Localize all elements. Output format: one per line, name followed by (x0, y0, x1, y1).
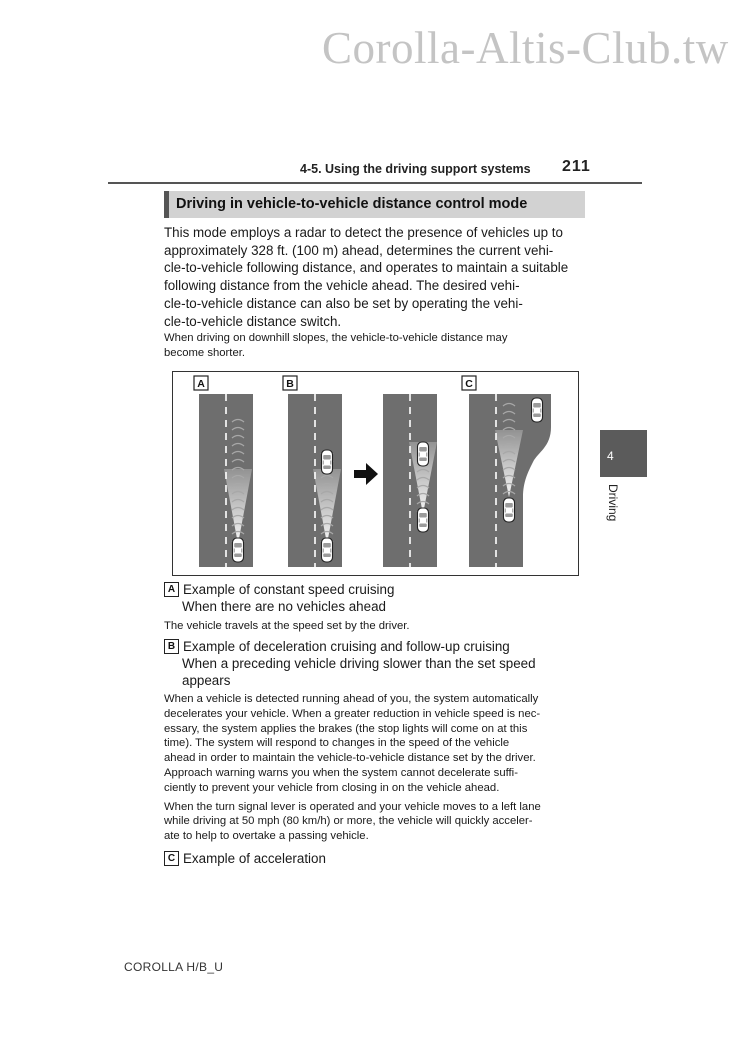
label-b-text: B (286, 378, 294, 390)
item-b-title: Example of deceleration cruising and follow-up cruising (183, 639, 510, 654)
own-car-c (504, 498, 515, 522)
item-b-note (164, 692, 589, 844)
illustration-svg (173, 372, 580, 577)
label-box-b (283, 376, 297, 390)
note-line: When driving on downhill slopes, the vehicle-to-vehicle distance may (164, 332, 508, 344)
intro-paragraph (164, 224, 589, 330)
note-line: time). The system will respond to changes in the speed of the vehicle (164, 737, 510, 750)
note-line: essary, the system applies the brakes (the stop lights will come on at this (164, 722, 528, 735)
item-b (164, 638, 594, 689)
item-b-subtitle-line: appears (182, 673, 231, 688)
other-car-c (532, 398, 543, 422)
downhill-note (164, 331, 589, 361)
badge-a: A (164, 582, 179, 597)
item-c-title: Example of acceleration (183, 851, 326, 866)
intro-line: following distance from the vehicle ahead. The desired vehi- (164, 278, 520, 294)
note-paragraph (164, 800, 589, 844)
lead-car-b1 (322, 450, 333, 474)
badge-b: B (164, 639, 179, 654)
label-a-text: A (197, 378, 205, 390)
header-rule (108, 182, 642, 184)
note-line: decelerates your vehicle. When a greater reduction in vehicle speed is nec- (164, 707, 541, 720)
item-b-subtitle-line: When a preceding vehicle driving slower than the set speed (182, 656, 536, 671)
item-a-subtitle: When there are no vehicles ahead (182, 599, 386, 614)
intro-line: cle-to-vehicle distance can also be set by operating the vehi- (164, 295, 523, 311)
label-box-c (462, 376, 476, 390)
item-a (164, 581, 594, 615)
section-title: Driving in vehicle-to-vehicle distance control mode (164, 191, 585, 218)
note-line: ate to help to overtake a passing vehicle. (164, 830, 369, 843)
item-a-note (164, 619, 589, 634)
note-line: The vehicle travels at the speed set by the driver. (164, 620, 410, 632)
note-line: become shorter. (164, 346, 246, 359)
chapter-label: Driving (606, 484, 620, 522)
chapter-tab (600, 430, 647, 477)
note-paragraph (164, 692, 589, 796)
note-line: ciently to prevent your vehicle from closing in on the vehicle ahead. (164, 781, 500, 794)
intro-line: approximately 328 ft. (100 m) ahead, determines the current vehi- (164, 242, 554, 258)
running-header: 4-5. Using the driving support systems (300, 162, 531, 176)
note-line: while driving at 50 mph (80 km/h) or more, the vehicle will quickly acceler- (164, 815, 533, 828)
item-c (164, 850, 594, 867)
intro-line: cle-to-vehicle distance switch. (164, 313, 342, 329)
note-line: When the turn signal lever is operated and your vehicle moves to a left lane (164, 800, 541, 813)
own-car-b1 (322, 538, 333, 562)
own-car-b2 (418, 508, 429, 532)
item-a-title: Example of constant speed cruising (183, 582, 395, 597)
note-line: ahead in order to maintain the vehicle-to-vehicle distance set by the driver. (164, 752, 536, 765)
lead-car-b2 (418, 442, 429, 466)
footer-model: COROLLA H/B_U (124, 960, 224, 974)
own-car-a (233, 538, 244, 562)
note-line: Approach warning warns you when the system cannot decelerate suffi- (164, 766, 518, 779)
transition-arrow (354, 463, 378, 485)
label-c-text: C (465, 378, 473, 390)
page-number: 211 (562, 158, 591, 175)
intro-line: cle-to-vehicle following distance, and operates to maintain a suitable (164, 260, 569, 276)
label-box-a (194, 376, 208, 390)
cruise-illustration (172, 371, 579, 576)
badge-c: C (164, 851, 179, 866)
intro-line: This mode employs a radar to detect the presence of vehicles up to (164, 225, 563, 240)
chapter-number: 4 (607, 449, 614, 463)
note-line: When a vehicle is detected running ahead of you, the system automatically (164, 693, 539, 705)
watermark: Corolla-Altis-Club.tw (322, 23, 729, 73)
